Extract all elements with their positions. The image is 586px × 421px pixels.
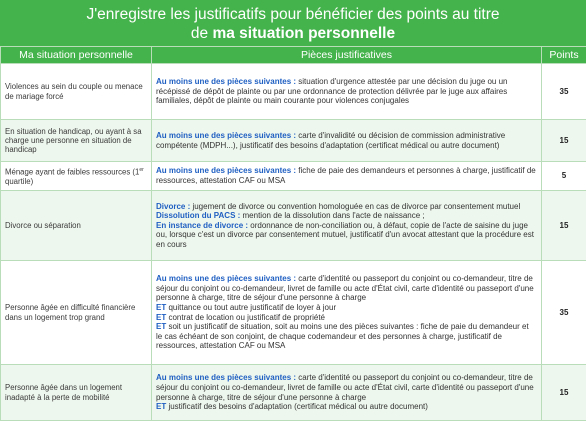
pieces-lead: Au moins une des pièces suivantes : [156,131,296,140]
pieces-lead: Au moins une des pièces suivantes : [156,274,296,283]
pieces-text: mention de la dissolution dans l'acte de naissance ; [240,211,424,220]
pieces-cell [152,120,542,162]
pieces-lead: En instance de divorce : [156,221,248,230]
title-line-2 [0,24,586,43]
points-cell: 5 [542,162,586,191]
pieces-text: jugement de divorce ou convention homologuée en cas de divorce par consentement mutuel [190,202,520,211]
pieces-lead: Au moins une des pièces suivantes : [156,77,296,86]
pieces-lead: Divorce : [156,202,190,211]
table-row [1,120,586,162]
points-cell: 15 [542,191,586,261]
title-bold: ma situation personnelle [212,25,395,42]
points-cell: 15 [542,365,586,421]
pieces-text: situation d'urgence attestée par une décision du juge ou un récépissé de dépôt de plainte ou par une ordonnance de protection délivrée par le juge aux affaires familiales, dépôt de plainte ou main courante pour violences conjugales [156,77,508,105]
table-header-row [1,47,586,64]
pieces-cell [152,261,542,365]
pieces-lead: Dissolution du PACS : [156,211,240,220]
pieces-cell [152,191,542,261]
points-cell: 15 [542,120,586,162]
table-row [1,261,586,365]
pieces-lead: ET [156,303,166,312]
pieces-cell [152,64,542,120]
pieces-text: contrat de location ou justificatif de propriété [166,313,325,322]
points-cell: 35 [542,261,586,365]
situation-cell: En situation de handicap, ou ayant à sa charge une personne en situation de handicap [1,120,152,162]
title-line-1: J'enregistre les justificatifs pour bénéficier des points au titre [0,5,586,24]
table-row [1,64,586,120]
situation-cell: Violences au sein du couple ou menace de mariage forcé [1,64,152,120]
pieces-cell [152,365,542,421]
pieces-text: quittance ou tout autre justificatif de loyer à jour [166,303,336,312]
pieces-text: justificatif des besoins d'adaptation (certificat médical ou autre document) [166,402,428,411]
pieces-text: carte d'identité ou passeport du conjoint ou co-demandeur, titre de séjour du conjoint ou co-demandeur, livret de famille ou acte d'État civil, carte d'identité ou passeport d'une personne à charge, titre de séjour d'une personne à charge [156,274,534,302]
situation-cell: Personne âgée dans un logement inadapté à la perte de mobilité [1,365,152,421]
pieces-text: carte d'invalidité ou décision de commission administrative compétente (MDPH...), justificatif des besoins d'adaptation (certificat médical ou autre document) [156,131,505,150]
situation-text-end: quartile) [5,177,33,186]
title-banner [0,0,586,46]
header-points: Points [542,47,586,64]
pieces-lead: Au moins une des pièces suivantes : [156,166,296,175]
table-row [1,365,586,421]
pieces-lead: Au moins une des pièces suivantes : [156,373,296,382]
situation-cell: Personne âgée en difficulté financière dans un logement trop grand [1,261,152,365]
table-row [1,191,586,261]
table-row [1,162,586,191]
header-situation: Ma situation personnelle [1,47,152,64]
situation-sup: er [139,167,143,173]
pieces-text: ordonnance de non-conciliation ou, à défaut, copie de l'acte de saisine du juge ou, lorsque c'est un divorce par consentement mutuel, justificatif d'un avocat attestant que la procédure est en cours [156,221,534,249]
points-cell: 35 [542,64,586,120]
pieces-text: fiche de paie des demandeurs et personnes à charge, justificatif de ressources, attestation CAF ou MSA [156,166,536,185]
pieces-text: soit un justificatif de situation, soit au moins une des pièces suivantes : fiche de paie du demandeur et le cas échéant de son conjoint, de chaque codemandeur et des personnes à charge, justificatif de ressources, attestation CAF ou MSA [156,322,529,350]
justificatifs-table [0,46,586,421]
title-prefix: de [191,25,213,42]
pieces-lead: ET [156,402,166,411]
pieces-text: carte d'identité ou passeport du conjoint ou co-demandeur, titre de séjour du conjoint ou co-demandeur, livret de famille ou acte d'État civil, carte d'identité ou passeport d'une personne à charge, titre de séjour d'une personne à charge [156,373,534,401]
pieces-lead: ET [156,313,166,322]
situation-cell [1,162,152,191]
pieces-lead: ET [156,322,166,331]
header-pieces: Pièces justificatives [152,47,542,64]
situation-cell: Divorce ou séparation [1,191,152,261]
pieces-cell [152,162,542,191]
situation-text: Ménage ayant de faibles ressources (1 [5,168,139,177]
